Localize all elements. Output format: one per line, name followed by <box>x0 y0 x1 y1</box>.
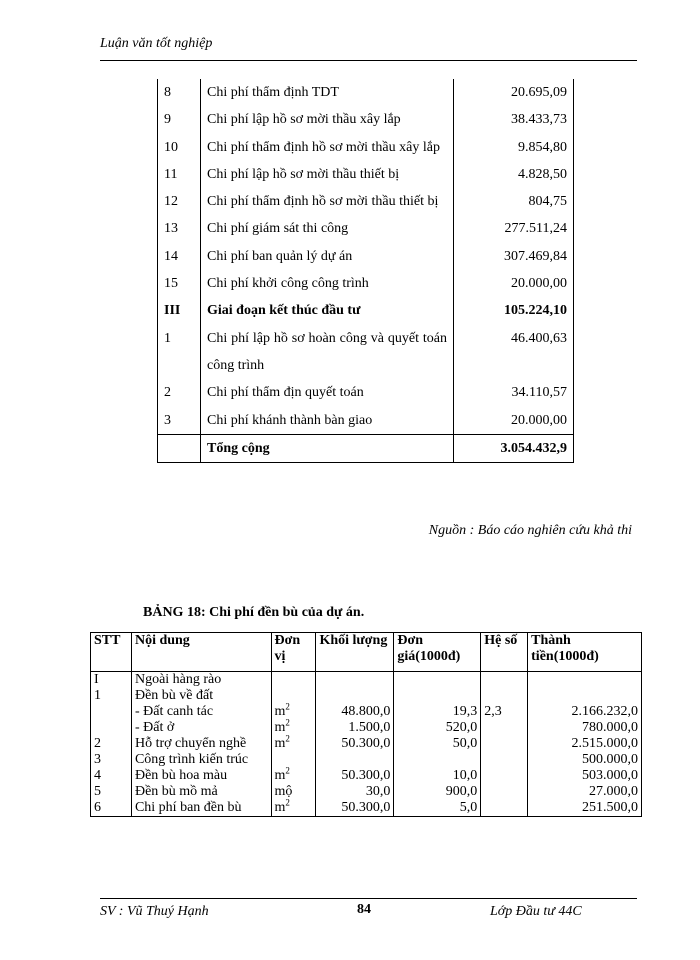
cell-stt: 2 <box>91 736 132 752</box>
cell-price <box>394 688 481 704</box>
row-value: 46.400,63 <box>454 325 574 380</box>
compensation-table <box>90 632 642 817</box>
row-item: Chi phí lập hồ sơ mời thầu xây lắp <box>201 106 454 133</box>
row-item: Chi phí ban quản lý dự án <box>201 243 454 270</box>
cell-price: 50,0 <box>394 736 481 752</box>
row-item: Chi phí thẩm định hồ sơ mời thầu xây lắp <box>201 134 454 161</box>
table-row <box>158 270 574 297</box>
row-value: 34.110,57 <box>454 379 574 406</box>
row-value: 804,75 <box>454 188 574 215</box>
row-value: 277.511,24 <box>454 215 574 242</box>
row-item: Chi phí lập hồ sơ mời thầu thiết bị <box>201 161 454 188</box>
header-cell: Khối lượng <box>316 633 394 672</box>
table-row <box>158 297 574 324</box>
header-cell: Đơn giá(1000đ) <box>394 633 481 672</box>
cell-unit: $m^2$ <box>271 736 316 752</box>
cell-coef <box>481 752 528 768</box>
row-number: 12 <box>158 188 201 215</box>
row-number: 14 <box>158 243 201 270</box>
cell-qty: 1.500,0 <box>316 720 394 736</box>
table-header-row <box>91 633 642 672</box>
table-row <box>158 325 574 380</box>
cell-stt <box>91 704 132 720</box>
footer-class: Lớp Đầu tư 44C <box>490 904 582 919</box>
cell-content: Hỗ trợ chuyển nghề <box>131 736 271 752</box>
table-row <box>91 720 642 736</box>
cell-coef: 2,3 <box>481 704 528 720</box>
footer-student: SV : Vũ Thuý Hạnh <box>100 904 209 919</box>
cell-amount: 500.000,0 <box>528 752 642 768</box>
cell-coef <box>481 736 528 752</box>
row-number: 13 <box>158 215 201 242</box>
cell-stt: 3 <box>91 752 132 768</box>
table-row <box>91 704 642 720</box>
cell-qty <box>316 688 394 704</box>
cell-unit: $m^2$ <box>271 768 316 784</box>
row-number: 2 <box>158 379 201 406</box>
cell-qty: 50.300,0 <box>316 768 394 784</box>
cell-amount: 251.500,0 <box>528 800 642 817</box>
header-cell: Thành tiền(1000đ) <box>528 633 642 672</box>
cell-unit: mộ <box>271 784 316 800</box>
row-value: 38.433,73 <box>454 106 574 133</box>
row-number: 11 <box>158 161 201 188</box>
cell-coef <box>481 720 528 736</box>
row-value: 20.000,00 <box>454 270 574 297</box>
cell-price: 10,0 <box>394 768 481 784</box>
table-title: BẢNG 18: Chi phí đền bù của dự án. <box>143 605 365 620</box>
footer-divider <box>100 898 637 899</box>
cell-unit: $m^2$ <box>271 720 316 736</box>
cell-stt: 6 <box>91 800 132 817</box>
table-row <box>91 768 642 784</box>
cell-stt: 1 <box>91 688 132 704</box>
cell-coef <box>481 800 528 817</box>
table-row <box>158 407 574 435</box>
source-note: Nguồn : Báo cáo nghiên cứu khả thi <box>428 523 632 538</box>
cell-amount: 2.515.000,0 <box>528 736 642 752</box>
cell-qty: 50.300,0 <box>316 800 394 817</box>
cell-coef <box>481 672 528 689</box>
total-label: Tổng cộng <box>201 434 454 462</box>
cell-qty: 48.800,0 <box>316 704 394 720</box>
page-number: 84 <box>357 902 371 917</box>
cell-content: Đền bù mồ mả <box>131 784 271 800</box>
cell-content: Chi phí ban đền bù <box>131 800 271 817</box>
table-row <box>158 79 574 106</box>
table-row <box>158 379 574 406</box>
cell-stt: 5 <box>91 784 132 800</box>
running-header: Luận văn tốt nghiệp <box>100 36 213 51</box>
header-divider <box>100 60 637 61</box>
table-row <box>158 188 574 215</box>
cell-qty: 30,0 <box>316 784 394 800</box>
table-row <box>158 243 574 270</box>
cell-coef <box>481 688 528 704</box>
cell-coef <box>481 784 528 800</box>
row-number: 9 <box>158 106 201 133</box>
row-number: 1 <box>158 325 201 380</box>
total-row <box>158 434 574 462</box>
cost-table <box>157 79 574 463</box>
row-value: 9.854,80 <box>454 134 574 161</box>
cell-content: - Đất canh tác <box>131 704 271 720</box>
cell-coef <box>481 768 528 784</box>
cell-amount <box>528 672 642 689</box>
cell-unit: $m^2$ <box>271 800 316 817</box>
cell-content: Công trình kiến trúc <box>131 752 271 768</box>
cell-qty: 50.300,0 <box>316 736 394 752</box>
cell-content: Đền bù hoa màu <box>131 768 271 784</box>
cell-unit <box>271 752 316 768</box>
total-value: 3.054.432,9 <box>454 434 574 462</box>
header-cell: STT <box>91 633 132 672</box>
row-item: Chi phí thẩm định TDT <box>201 79 454 106</box>
row-value: 307.469,84 <box>454 243 574 270</box>
row-number: 15 <box>158 270 201 297</box>
row-item: Chi phí khởi công công trình <box>201 270 454 297</box>
table-row <box>91 736 642 752</box>
row-number: 10 <box>158 134 201 161</box>
row-number: 3 <box>158 407 201 435</box>
cell-price: 900,0 <box>394 784 481 800</box>
table-row <box>158 215 574 242</box>
table-row <box>158 134 574 161</box>
table-row <box>91 672 642 689</box>
row-value: 20.000,00 <box>454 407 574 435</box>
cell-unit: $m^2$ <box>271 704 316 720</box>
header-cell: Đơn vị <box>271 633 316 672</box>
cell-price: 5,0 <box>394 800 481 817</box>
table-row <box>91 752 642 768</box>
header-cell: Nội dung <box>131 633 271 672</box>
row-number: III <box>158 297 201 324</box>
row-value: 20.695,09 <box>454 79 574 106</box>
cell-qty <box>316 672 394 689</box>
row-value: 105.224,10 <box>454 297 574 324</box>
cell-stt: I <box>91 672 132 689</box>
row-item: Chi phí thẩm địn quyết toán <box>201 379 454 406</box>
table-row <box>158 161 574 188</box>
cell-amount: 503.000,0 <box>528 768 642 784</box>
cell-unit <box>271 688 316 704</box>
cell-amount: 2.166.232,0 <box>528 704 642 720</box>
cell-price: 520,0 <box>394 720 481 736</box>
cell-price <box>394 672 481 689</box>
row-item: Chi phí khánh thành bàn giao <box>201 407 454 435</box>
cell-stt: 4 <box>91 768 132 784</box>
cell-amount: 780.000,0 <box>528 720 642 736</box>
cell-price <box>394 752 481 768</box>
table-row <box>91 800 642 817</box>
row-item: Chi phí thẩm định hồ sơ mời thầu thiết bị <box>201 188 454 215</box>
cell-price: 19,3 <box>394 704 481 720</box>
row-item: Giai đoạn kết thúc đầu tư <box>201 297 454 324</box>
row-value: 4.828,50 <box>454 161 574 188</box>
table-row <box>158 106 574 133</box>
cell-qty <box>316 752 394 768</box>
cell-unit <box>271 672 316 689</box>
cell-content: - Đất ở <box>131 720 271 736</box>
cell-content: Đền bù về đất <box>131 688 271 704</box>
cell-amount: 27.000,0 <box>528 784 642 800</box>
table-row <box>91 784 642 800</box>
row-number <box>158 434 201 462</box>
table-row <box>91 688 642 704</box>
row-number: 8 <box>158 79 201 106</box>
row-item: Chi phí lập hồ sơ hoàn công và quyết toán công trình <box>201 325 454 380</box>
cell-stt <box>91 720 132 736</box>
cell-content: Ngoài hàng rào <box>131 672 271 689</box>
cell-amount <box>528 688 642 704</box>
header-cell: Hệ số <box>481 633 528 672</box>
row-item: Chi phí giám sát thi công <box>201 215 454 242</box>
